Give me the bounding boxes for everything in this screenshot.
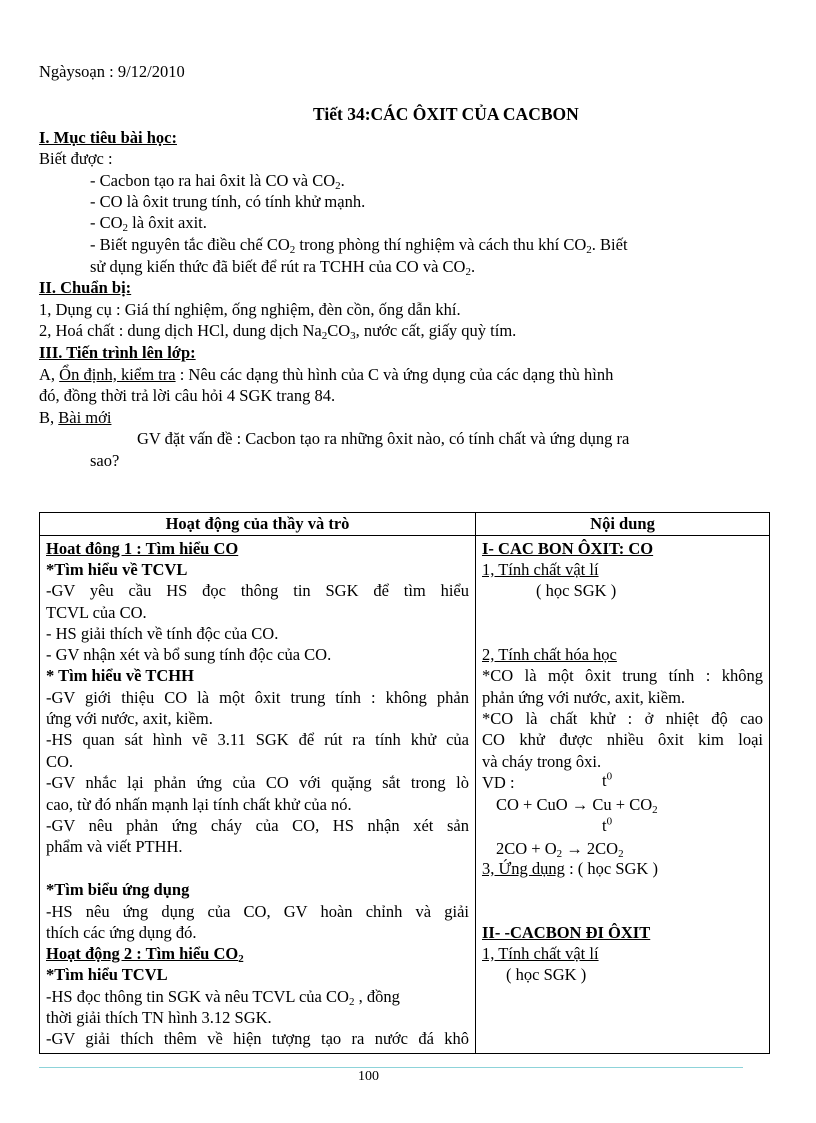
- column-header-activities: Hoạt động của thầy và trò: [40, 513, 476, 536]
- content-line: phản ứng với nước, axit, kiềm.: [482, 688, 686, 707]
- activity-line: -GV nêu phản ứng cháy của CO, HS nhận xét sản: [46, 816, 469, 835]
- content-line: *CO là một ôxit trung tính : không: [482, 666, 763, 685]
- content-section-1: I- CAC BON ÔXIT: CO: [482, 539, 654, 558]
- example-label: VD :: [482, 773, 515, 792]
- content-line: và cháy trong ôxi.: [482, 752, 602, 771]
- objective-item: - $CO_2$ là ôxit axit.: [90, 213, 207, 234]
- activity-line: thích các ứng dụng đó.: [46, 923, 197, 942]
- activity-line: -GV giải thích thêm về hiện tượng tạo ra nước đá khô: [46, 1029, 469, 1048]
- equation-2: $2CO + O_2 \to 2CO_2$: [496, 839, 624, 860]
- equipment-line: 1, Dụng cụ : Giá thí nghiệm, ống nghiệm, đèn cồn, ống dẫn khí.: [39, 300, 461, 319]
- step-b: B, Bài mới: [39, 408, 112, 427]
- see-textbook: ( học SGK ): [536, 581, 617, 600]
- step-b-text: GV đặt vấn đề : Cacbon tạo ra những ôxit nào, có tính chất và ứng dụng ra: [137, 429, 630, 448]
- tcvl-heading: *Tìm hiểu về TCVL: [46, 560, 188, 579]
- section1-intro: Biết được :: [39, 149, 113, 168]
- chemicals-line: 2, Hoá chất : dung dịch HCl, dung dịch $Na_2CO_3$, nước cất, giấy quỳ tím.: [39, 321, 517, 342]
- activity-line: -GV nhắc lại phản ứng của CO với quặng sắt trong lò: [46, 773, 469, 792]
- tchh-heading: * Tìm hiểu về TCHH: [46, 666, 194, 685]
- physical-properties-heading: 1, Tính chất vật lí: [482, 560, 599, 579]
- column-header-content: Nội dung: [476, 513, 770, 536]
- lesson-table: [39, 512, 770, 1054]
- activity-line: ứng với nước, axit, kiềm.: [46, 709, 213, 728]
- footer-divider: [39, 1067, 743, 1068]
- activity-line: -HS đọc thông tin SGK và nêu TCVL của $CO_2$ , đồng: [46, 987, 400, 1008]
- step-b-text-cont: sao?: [90, 451, 120, 470]
- objective-item: - Cacbon tạo ra hai ôxit là CO và $CO_2$.: [90, 171, 345, 192]
- activities-cell: [40, 536, 476, 1054]
- section-heading-2: II. Chuẩn bị:: [39, 278, 132, 297]
- chemical-properties-heading: 2, Tính chất hóa học: [482, 645, 617, 664]
- content-line: CO khử được nhiều ôxit kim loại: [482, 730, 763, 749]
- section-heading-3: III. Tiến trình lên lớp:: [39, 343, 196, 362]
- application-heading: *Tìm biểu ứng dụng: [46, 880, 190, 899]
- temperature-symbol: $t^0$: [602, 770, 613, 790]
- temperature-symbol: $t^0$: [602, 815, 613, 835]
- activity-1-heading: Hoat đông 1 : Tìm hiểu CO: [46, 539, 239, 558]
- section-heading-1: I. Mục tiêu bài học:: [39, 128, 177, 147]
- objective-item: - CO là ôxit trung tính, có tính khử mạnh.: [90, 192, 366, 211]
- objective-item: - Biết nguyên tắc điều chế $CO_2$ trong phòng thí nghiệm và cách thu khí $CO_2$. Biết: [90, 235, 628, 256]
- date-line: Ngàysoạn : 9/12/2010: [39, 62, 185, 81]
- activity-line: -GV yêu cầu HS đọc thông tin SGK để tìm hiểu: [46, 581, 469, 600]
- content-line: *CO là chất khử : ở nhiệt độ cao: [482, 709, 763, 728]
- activity-line: cao, từ đó nhấn mạnh lại tính chất khử của nó.: [46, 795, 352, 814]
- activity-line: -HS nêu ứng dụng của CO, GV hoàn chỉnh và giải: [46, 902, 469, 921]
- content-section-2: II- -CACBON ĐI ÔXIT: [482, 923, 651, 942]
- page-number: 100: [358, 1069, 379, 1084]
- activity-line: CO.: [46, 752, 74, 771]
- step-a-cont: đó, đồng thời trả lời câu hỏi 4 SGK trang 84.: [39, 386, 336, 405]
- activity-line: - HS giải thích về tính độc của CO.: [46, 624, 279, 643]
- equation-1: CO + CuO → $Cu + CO_2$: [496, 795, 658, 816]
- page-title: Tiết 34:CÁC ÔXIT CỦA CACBON: [313, 104, 579, 124]
- objective-item: sử dụng kiến thức đã biết để rút ra TCHH của CO và $CO_2$.: [90, 257, 476, 278]
- activity-line: -HS quan sát hình vẽ 3.11 SGK để rút ra tính khử của: [46, 730, 469, 749]
- applications-heading: 3, Ứng dụng : ( học SGK ): [482, 859, 658, 878]
- activity-line: TCVL của CO.: [46, 603, 147, 622]
- activity-line: -GV giới thiệu CO là một ôxit trung tính : không phản: [46, 688, 469, 707]
- tcvl2-heading: *Tìm hiểu TCVL: [46, 965, 168, 984]
- see-textbook: ( học SGK ): [506, 965, 587, 984]
- activity-line: phẩm và viết PTHH.: [46, 837, 183, 856]
- activity-line: - GV nhận xét và bổ sung tính độc của CO.: [46, 645, 332, 664]
- physical-properties-heading-2: 1, Tính chất vật lí: [482, 944, 599, 963]
- activity-2-heading: Hoạt động 2 : Tìm hiểu $CO_2$: [46, 944, 244, 965]
- step-a: A, Ổn định, kiểm tra : Nêu các dạng thù hình của C và ứng dụng của các dạng thù hình: [39, 365, 614, 384]
- content-cell: [476, 536, 770, 1054]
- activity-line: thời giải thích TN hình 3.12 SGK.: [46, 1008, 272, 1027]
